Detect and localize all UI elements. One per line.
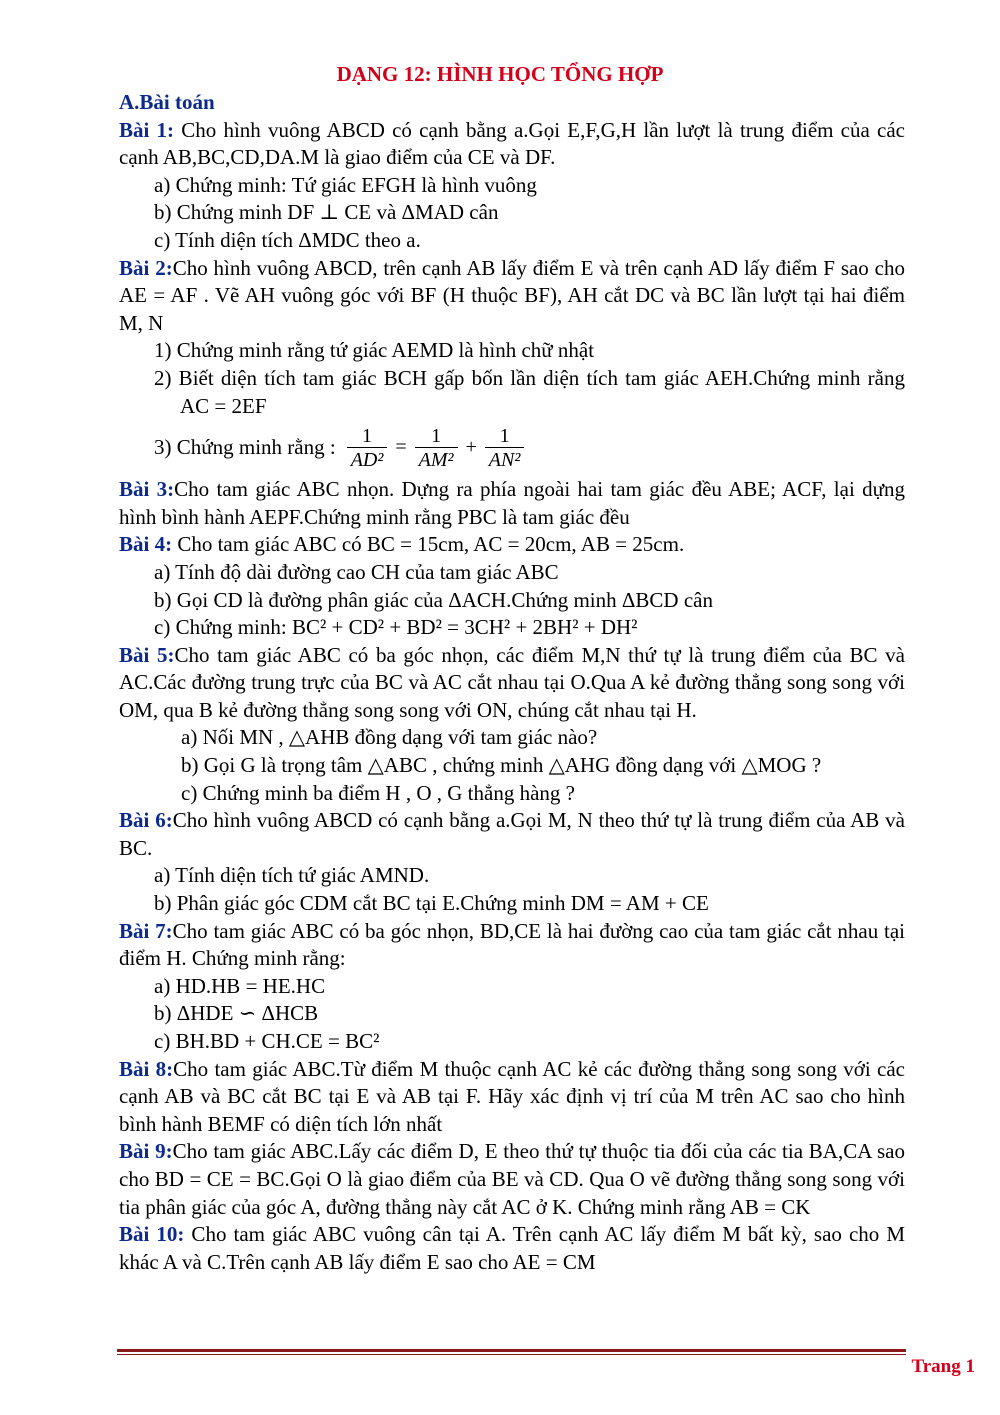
plus-sign: +	[465, 436, 477, 459]
footer-divider	[117, 1349, 906, 1352]
problem-label: Bài 6:	[119, 808, 173, 833]
problem-5	[119, 642, 905, 725]
problem-item: a) HD.HB = HE.HC	[154, 973, 326, 998]
problem-item: a) Chứng minh: Tứ giác EFGH là hình vuông	[154, 172, 537, 197]
problem-item: a) Tính diện tích tứ giác AMND.	[154, 863, 430, 888]
problem-9	[119, 1138, 905, 1221]
problem-text: Cho tam giác ABC có BC = 15cm, AC = 20cm, AB = 25cm.	[172, 532, 685, 557]
problem-label: Bài 7:	[119, 918, 173, 943]
problem-10	[119, 1221, 905, 1276]
problem-label: Bài 5:	[119, 642, 175, 667]
formula-item	[119, 420, 905, 476]
problem-item: c) Chứng minh: BC² + CD² + BD² = 3CH² + 2BH² + DH²	[154, 615, 638, 640]
problem-item: c) Tính diện tích ΔMDC theo a.	[154, 227, 421, 252]
problem-item: c) BH.BD + CH.CE = BC²	[154, 1029, 380, 1053]
problem-item: a) Nối MN , △AHB đồng dạng với tam giác nào?	[181, 725, 598, 750]
problem-label: Bài 4:	[119, 532, 173, 557]
problem-item: b) Phân giác góc CDM cắt BC tại E.Chứng minh DM = AM + CE	[154, 891, 709, 916]
fraction-r2	[485, 425, 525, 472]
problem-text: Cho tam giác ABC vuông cân tại A. Trên cạnh AC lấy điểm M bất kỳ, sao cho M khác A và C.Trên cạnh AB lấy điểm E sao cho AE = CM	[119, 1222, 905, 1274]
fraction-denominator: AD²	[347, 447, 388, 472]
problem-item: b) Gọi G là trọng tâm △ABC , chứng minh △AHG đồng dạng với △MOG ?	[181, 753, 822, 778]
problem-item: a) Tính độ dài đường cao CH của tam giác ABC	[154, 559, 559, 584]
problem-item: 1) Chứng minh rằng tứ giác AEMD là hình chữ nhật	[154, 338, 595, 363]
problem-text: Cho tam giác ABC nhọn. Dựng ra phía ngoài hai tam giác đều ABE; ACF, lại dựng hình bình hành AEPF.Chứng minh rằng PBC là tam giác đều	[119, 477, 905, 529]
equals-sign: =	[395, 436, 407, 459]
problem-text: Cho hình vuông ABCD, trên cạnh AB lấy điểm E và trên cạnh AD lấy điểm F sao cho AE = AF . Vẽ AH vuông góc với BF (H thuộc BF), AH cắt DC và BC lần lượt tại hai điểm M, N	[119, 255, 905, 335]
problem-item: b) ΔHDE ∽ ΔHCB	[154, 1001, 319, 1026]
problem-7	[119, 918, 905, 973]
document-body	[119, 89, 905, 1276]
problem-1	[119, 117, 905, 172]
problem-text: Cho tam giác ABC.Lấy các điểm D, E theo thứ tự thuộc tia đối của các tia BA,CA sao cho BD = CE = BC.Gọi O là giao điểm của BE và CD. Qua O vẽ đường thẳng song song với tia phân giác của góc A, đường thẳng này cắt AC ở K. Chứng minh rằng AB = CK	[119, 1139, 905, 1219]
problem-8	[119, 1056, 905, 1139]
problem-text: Cho tam giác ABC.Từ điểm M thuộc cạnh AC kẻ các đường thẳng song song với các cạnh AB và BC cắt BC tại E và AB tại F. Hãy xác định vị trí của M trên AC sao cho hình bình hành BEMF có diện tích lớn nhất	[119, 1056, 905, 1136]
fraction-denominator: AN²	[485, 447, 525, 472]
page-number: Trang 1	[911, 1356, 975, 1377]
problem-text: Cho hình vuông ABCD có cạnh bằng a.Gọi M, N theo thứ tự là trung điểm của AB và BC.	[119, 808, 905, 860]
problem-item: b) Gọi CD là đường phân giác của ΔACH.Chứng minh ΔBCD cân	[154, 587, 713, 612]
problem-label: Bài 10:	[119, 1222, 185, 1247]
problem-text: Cho tam giác ABC có ba góc nhọn, BD,CE là hai đường cao của tam giác cắt nhau tại điểm H. Chứng minh rằng:	[119, 918, 906, 971]
problem-label: Bài 9:	[119, 1139, 173, 1164]
fraction-lhs	[347, 425, 388, 472]
problem-label: Bài 2:	[119, 255, 173, 280]
fraction-numerator: 1	[499, 424, 510, 447]
fraction-numerator: 1	[431, 424, 442, 447]
problem-item: 2) Biết diện tích tam giác BCH gấp bốn lần diện tích tam giác AEH.Chứng minh rằng AC = 2EF	[154, 365, 905, 418]
formula-label: 3) Chứng minh rằng :	[154, 435, 336, 460]
problem-item: c) Chứng minh ba điểm H , O , G thẳng hàng ?	[181, 780, 575, 805]
problem-label: Bài 1:	[119, 117, 175, 142]
problem-label: Bài 8:	[119, 1056, 174, 1081]
fraction-numerator: 1	[362, 424, 373, 447]
fraction-r1	[415, 425, 458, 472]
problem-text: Cho tam giác ABC có ba góc nhọn, các điểm M,N thứ tự là trung điểm của BC và AC.Các đường trung trực của BC và AC cắt nhau tại O.Qua A kẻ đường thẳng song song với OM, qua B kẻ đường thẳng song song với ON, chúng cắt nhau tại H.	[119, 642, 905, 722]
problem-text: Cho hình vuông ABCD có cạnh bằng a.Gọi E,F,G,H lần lượt là trung điểm của các cạnh AB,BC,CD,DA.M là giao điểm của CE và DF.	[119, 117, 905, 170]
problem-item: b) Chứng minh DF ⊥ CE và ΔMAD cân	[154, 200, 499, 225]
section-heading: A.Bài toán	[119, 90, 215, 114]
problem-2	[119, 255, 905, 338]
problem-label: Bài 3:	[119, 477, 175, 502]
problem-3	[119, 476, 905, 531]
page-title: DẠNG 12: HÌNH HỌC TỔNG HỢP	[336, 62, 664, 86]
footer-divider-thin	[117, 1354, 906, 1355]
fraction-denominator: AM²	[415, 447, 458, 472]
problem-4	[119, 531, 905, 559]
problem-6	[119, 807, 905, 862]
